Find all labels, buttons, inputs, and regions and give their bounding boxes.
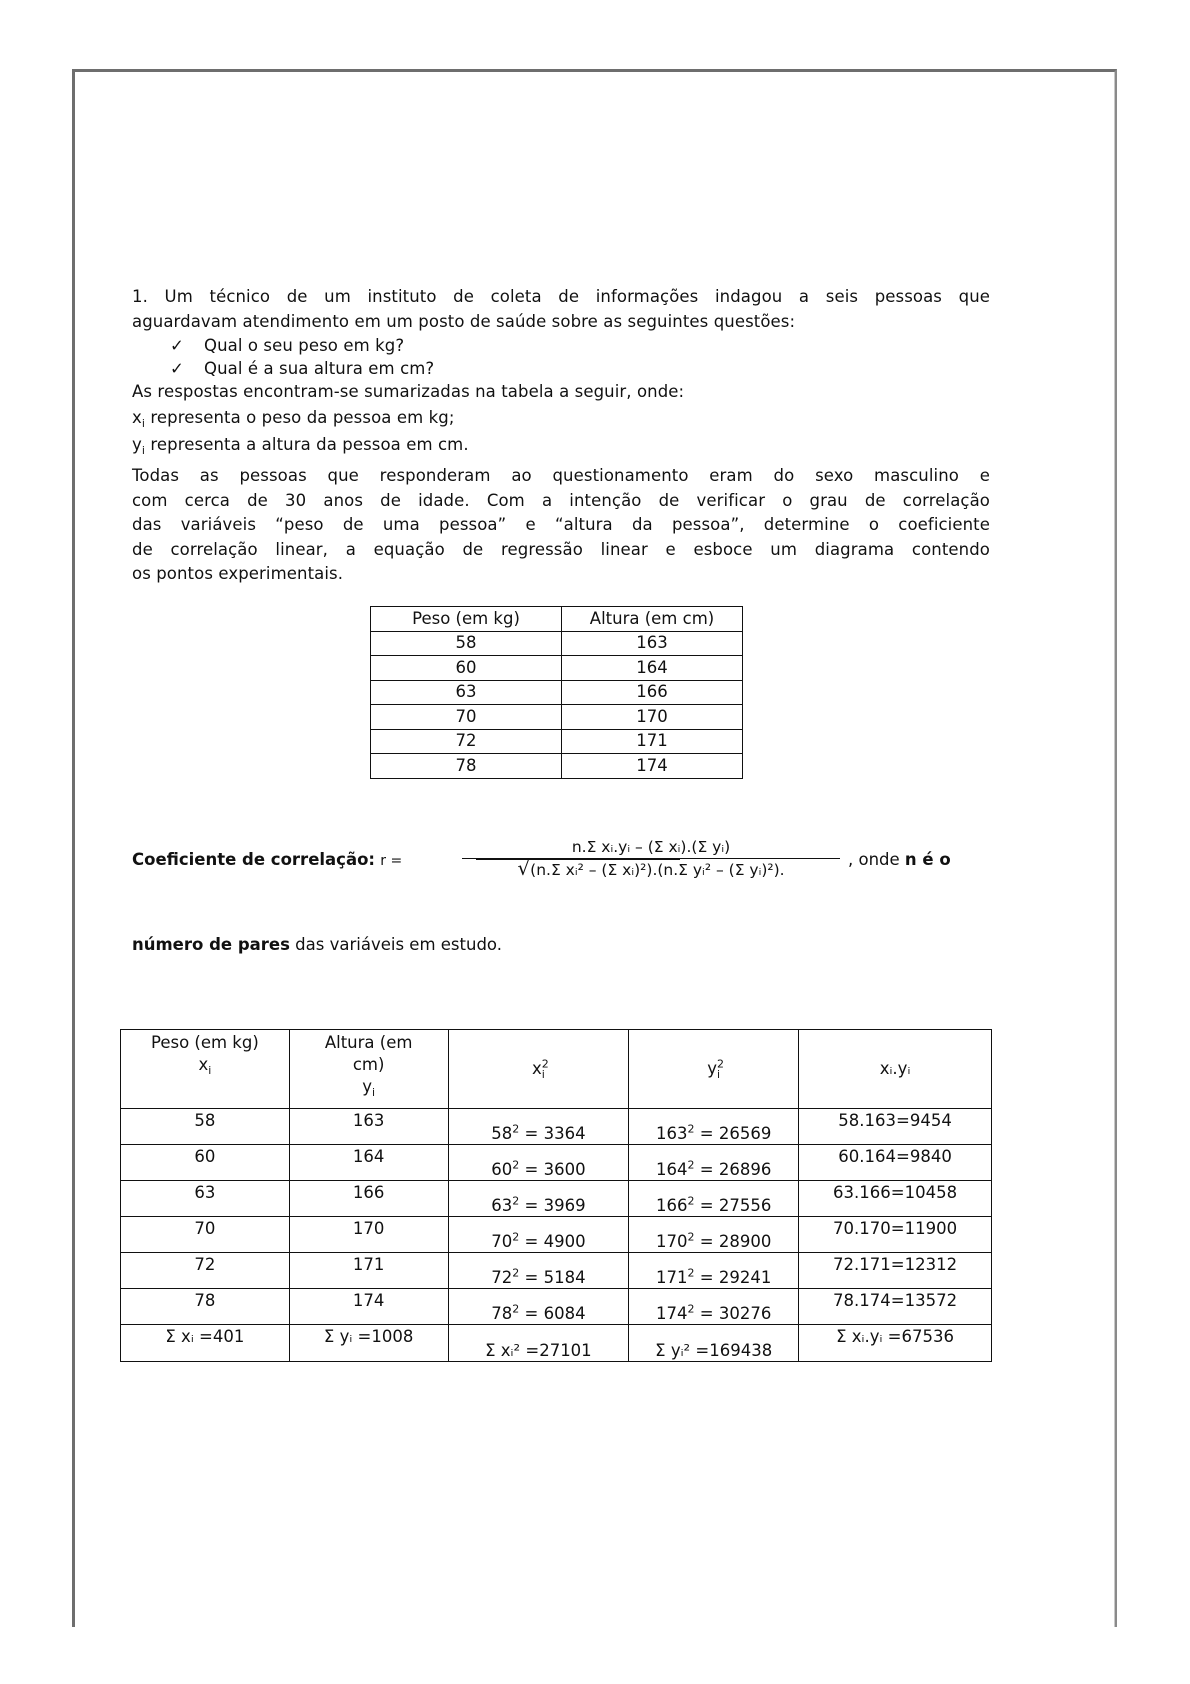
paragraph-line-5: os pontos experimentais. xyxy=(132,564,344,583)
header-xi-yi: xᵢ.yᵢ xyxy=(799,1030,992,1109)
sum-x2: Σ xᵢ² =27101 xyxy=(448,1325,629,1362)
bullet-item xyxy=(132,334,990,357)
table-row: 78 174 xyxy=(371,754,743,779)
table-row: 70 170 xyxy=(371,705,743,730)
table-row: 58 163 $58^2 = 3364$ $163^2 = 26569$ 58.163=9454 xyxy=(121,1109,992,1145)
intro-line-2: aguardavam atendimento em um posto de saúde sobre as seguintes questões: xyxy=(132,312,796,331)
paragraph xyxy=(132,464,990,587)
check-icon: ✓ xyxy=(170,359,184,378)
paragraph-line-2: com cerca de 30 anos de idade. Com a intenção de verificar o grau de correlação xyxy=(132,490,990,510)
table-row: 63 166 xyxy=(371,680,743,705)
paragraph-line-3: das variáveis “peso de uma pessoa” e “altura da pessoa”, determine o coeficiente xyxy=(132,515,990,534)
summary-line: As respostas encontram-se sumarizadas na tabela a seguir, onde: xyxy=(132,382,685,401)
table-row: 60 164 xyxy=(371,656,743,681)
correlation-fraction xyxy=(462,838,840,879)
header-yi: Altura (em cm) $y_i$ xyxy=(289,1030,448,1109)
header-xi-squared: $x^2_i$ xyxy=(448,1030,629,1109)
paragraph-line-4: de correlação linear, a equação de regressão linear e esboce um diagrama contendo xyxy=(132,539,990,559)
table-header-row xyxy=(121,1030,992,1109)
totals-row xyxy=(121,1325,992,1362)
var-x-line: $x_i$ representa o peso da pessoa em kg; xyxy=(132,408,455,430)
bullet-item xyxy=(132,357,990,380)
table-row: 60 164 $60^2 = 3600$ $164^2 = 26896$ 60.164=9840 xyxy=(121,1145,992,1181)
intro-line-1: 1. Um técnico de um instituto de coleta de informações indagou a seis pessoas que xyxy=(132,287,990,306)
table-header-row xyxy=(371,607,743,632)
calculation-table xyxy=(120,1029,992,1362)
header-yi-squared: $y^2_i$ xyxy=(629,1030,799,1109)
table-row: 72 171 $72^2 = 5184$ $171^2 = 29241$ 72.171=12312 xyxy=(121,1253,992,1289)
sum-x: Σ xᵢ =401 xyxy=(121,1325,290,1362)
formula-label-row xyxy=(132,850,402,869)
var-y-line: $y_i$ representa a altura da pessoa em cm. xyxy=(132,435,469,457)
table-row: 70 170 $70^2 = 4900$ $170^2 = 28900$ 70.170=11900 xyxy=(121,1217,992,1253)
sum-y2: Σ yᵢ² =169438 xyxy=(629,1325,799,1362)
paragraph-line-1: Todas as pessoas que responderam ao questionamento eram do sexo masculino e xyxy=(132,466,990,485)
bullet-text: Qual é a sua altura em cm? xyxy=(204,359,435,378)
sum-xy: Σ xᵢ.yᵢ =67536 xyxy=(799,1325,992,1362)
header-height: Altura (em cm) xyxy=(562,607,743,632)
question-block xyxy=(132,284,990,458)
table-row: 78 174 $78^2 = 6084$ $174^2 = 30276$ 78.174=13572 xyxy=(121,1289,992,1325)
header-weight: Peso (em kg) xyxy=(371,607,562,632)
table-row: 58 163 xyxy=(371,631,743,656)
data-table xyxy=(370,606,743,779)
sqrt-bar xyxy=(476,859,680,860)
table-row: 72 171 xyxy=(371,729,743,754)
formula-label: Coeficiente de correlação: xyxy=(132,850,376,869)
formula-after: , onde n é o xyxy=(848,850,951,869)
header-xi: Peso (em kg) $x_i$ xyxy=(121,1030,290,1109)
bullet-text: Qual o seu peso em kg? xyxy=(204,336,405,355)
sum-y: Σ yᵢ =1008 xyxy=(289,1325,448,1362)
fraction-denominator: √(n.Σ xᵢ² – (Σ xᵢ)²).(n.Σ yᵢ² – (Σ yᵢ)²). xyxy=(462,859,840,879)
table-row: 63 166 $63^2 = 3969$ $166^2 = 27556$ 63.166=10458 xyxy=(121,1181,992,1217)
fraction-numerator: n.Σ xᵢ.yᵢ – (Σ xᵢ).(Σ yᵢ) xyxy=(462,838,840,859)
check-icon: ✓ xyxy=(170,336,184,355)
formula-footnote: número de pares das variáveis em estudo. xyxy=(132,935,502,954)
formula-r: r = xyxy=(380,853,403,869)
